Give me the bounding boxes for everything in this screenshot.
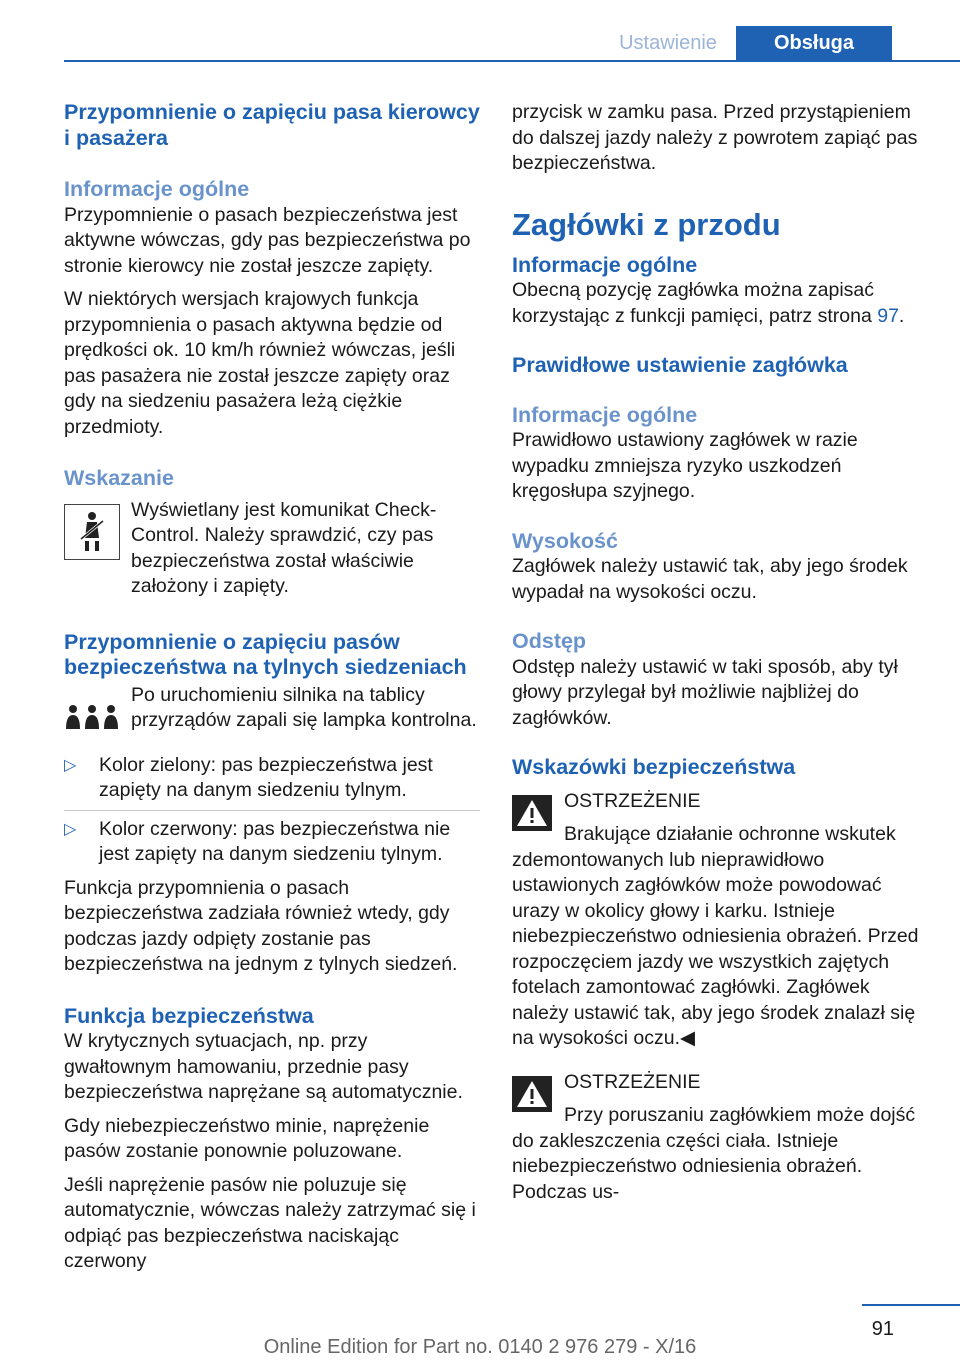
paragraph-headrest-memory: [512, 278, 928, 329]
rear-reminder-block: [64, 683, 480, 734]
warning-block-1: [512, 789, 928, 1052]
memory-text: Obecną pozycję zagłówka można zapisać korzystając z funkcji pamięci, patrz strona: [512, 279, 878, 327]
left-column: [64, 100, 480, 1275]
seatbelt-warning-icon: [64, 504, 120, 560]
footer-edition: Online Edition for Part no. 0140 2 976 279 - X/16: [263, 1336, 697, 1358]
paragraph-continue: przycisk w zamku pasa. Przed przystąpieniem do dalszej jazdy należy z powrotem zapiąć pas bezpieczeństwa.: [512, 101, 918, 174]
paragraph-safety-1: W krytycznych sytuacjach, np. przy gwałtownym hamowaniu, przednie pasy bezpieczeństwa naprężane są automatycznie.: [64, 1030, 463, 1103]
bullet-text: Kolor zielony: pas bezpieczeństwa jest zapięty na danym siedzeniu tylnym.: [99, 753, 433, 801]
heading-general-info: Informacje ogólne: [64, 177, 250, 201]
header-tab-chapter: Obsługa: [736, 26, 892, 60]
heading-distance: Odstęp: [512, 629, 587, 653]
bullet-text: Kolor czerwony: pas bezpieczeństwa nie jest zapięty na danym siedzeniu tylnym.: [99, 817, 451, 865]
paragraph-rear-2: Funkcja przypomnienia o pasach bezpieczeństwa zadziała również wtedy, gdy podczas jazdy odpięty zostanie pas bezpieczeństwa na jednym z tylnych siedzeń.: [64, 876, 458, 975]
memory-text-end: .: [898, 304, 905, 327]
paragraph-safety-2: Gdy niebezpieczeństwo minie, naprężenie pasów zostanie ponownie poluzowane.: [64, 1114, 430, 1162]
heading-belt-reminder: Przypomnienie o zapięciu pasa kierowcy i pasażera: [64, 100, 480, 150]
heading-height: Wysokość: [512, 528, 618, 553]
page-link-97[interactable]: 97: [877, 304, 899, 327]
warning-triangle-icon: [512, 1076, 552, 1112]
warning-label: OSTRZEŻENIE: [564, 789, 701, 812]
list-item: [64, 817, 480, 868]
header-rule: [64, 60, 960, 62]
right-column: [512, 100, 928, 1205]
paragraph-safety-3: Jeśli naprężenie pasów nie poluzuje się automatycznie, wówczas należy zatrzymać się i odpiąć pas bezpieczeństwa naciskając czerwony: [64, 1173, 476, 1272]
list-item: [64, 753, 480, 804]
paragraph-distance: Odstęp należy ustawić w taki sposób, aby tył głowy przylegał był możliwie najbliżej do zagłówków.: [512, 655, 898, 729]
paragraph-general-1: Przypomnienie o pasach bezpieczeństwa jest aktywne wówczas, gdy pas bezpieczeństwa po stronie kierowcy nie został jeszcze zapięty.: [64, 203, 471, 277]
paragraph-warning-1: Brakujące działanie ochronne wskutek zdemontowanych lub nieprawidłowo ustawionych zagłówków może powodować urazy w okolicy głowy i karku. Istnieje niebezpieczeństwo odniesienia obrażeń. Przed rozpoczęciem jazdy we wszystkich zajętych fotelach zamontować zagłówki. Zagłówek należy ustawić tak, aby jego środek znalazł się na wysokości oczu.◀: [512, 823, 919, 1049]
triangle-bullet-icon: ▷: [64, 820, 77, 838]
warning-triangle-icon: [512, 795, 552, 831]
triangle-bullet-icon: ▷: [64, 756, 77, 774]
warning-label-2: OSTRZEŻENIE: [564, 1070, 701, 1093]
heading-correct-setting: Prawidłowe ustawienie zagłówka: [512, 353, 848, 377]
paragraph-height: Zagłówek należy ustawić tak, aby jego środek wypadał na wysokości oczu.: [512, 555, 908, 603]
heading-rear-reminder: Przypomnienie o zapięciu pasów bezpieczeństwa na tylnych siedzeniach: [64, 629, 467, 679]
paragraph-rear: Po uruchomieniu silnika na tablicy przyrządów zapali się lampka kontrolna.: [131, 683, 477, 731]
footer-rule: [862, 1304, 960, 1306]
warning-block-2: [512, 1070, 928, 1206]
heading-safety-notes: Wskazówki bezpieczeństwa: [512, 755, 796, 779]
heading-general-info-right: Informacje ogólne: [512, 252, 698, 277]
indication-block: [64, 498, 480, 600]
header-tab-section: Ustawienie: [619, 32, 717, 54]
paragraph-general-2: W niektórych wersjach krajowych funkcja przypomnienia o pasach aktywna będzie od prędkości ok. 10 km/h również wówczas, jeśli pas pasażera nie został jeszcze zapięty oraz gdy na siedzeniu pasażera leżą ciężkie przedmioty.: [64, 288, 456, 438]
heading-headrests: Zagłówki z przodu: [512, 206, 781, 242]
page-number: 91: [871, 1318, 894, 1340]
bullet-list: [64, 753, 480, 868]
paragraph-indication: Wyświetlany jest komunikat Check-Control. Należy sprawdzić, czy pas bezpieczeństwa został właściwie założony i zapięty.: [131, 498, 437, 597]
rear-seat-occupants-icon: [64, 703, 120, 735]
paragraph-warning-2: Przy poruszaniu zagłówkiem może dojść do zakleszczenia części ciała. Istnieje niebezpieczeństwo odniesienia obrażeń. Podczas us-: [512, 1104, 916, 1203]
heading-safety-function: Funkcja bezpieczeństwa: [64, 1003, 314, 1028]
heading-indication: Wskazanie: [64, 466, 174, 490]
divider: [64, 810, 480, 811]
paragraph-correct: Prawidłowo ustawiony zagłówek w razie wypadku zmniejsza ryzyko uszkodzeń kręgosłupa szyjnego.: [512, 429, 858, 502]
heading-general-info-2: Informacje ogólne: [512, 402, 698, 427]
